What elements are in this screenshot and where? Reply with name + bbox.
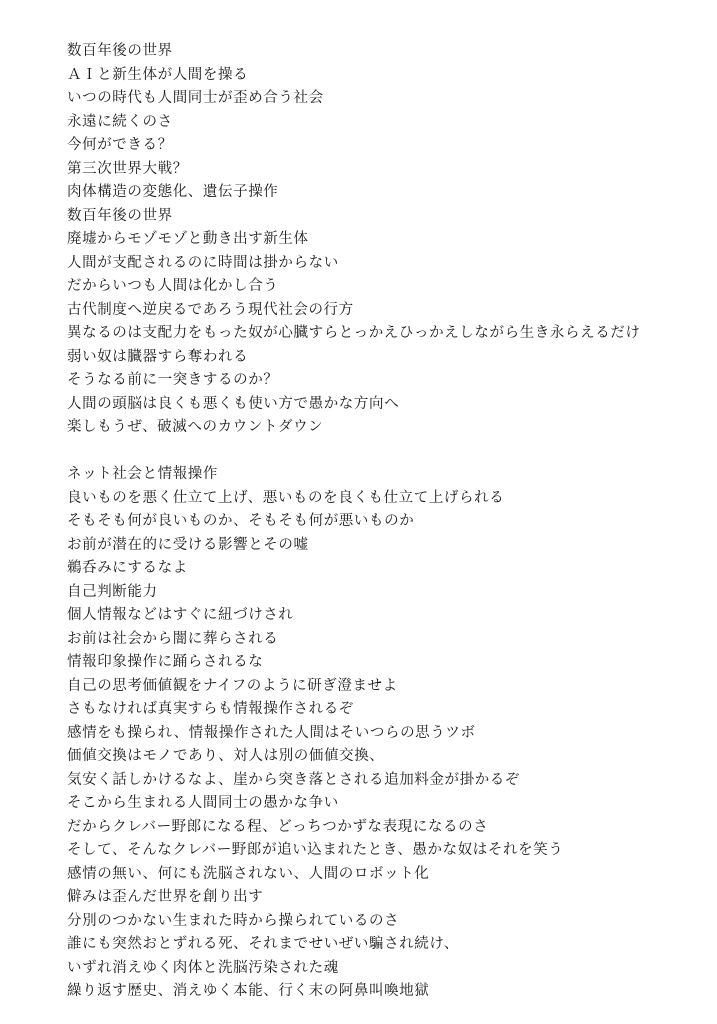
poem-line: 僻みは歪んだ世界を創り出す (67, 889, 264, 905)
poem-line: 異なるのは支配力をもった奴が心臓すらとっかえひっかえしながら生き永らえるだけ (67, 325, 641, 341)
poem-line: 今何ができる？ (67, 137, 173, 153)
poem-line: 人間が支配されるのに時間は掛からない (67, 254, 339, 271)
poem-line: いずれ消えゆく肉体と洗脳汚染された魂 (67, 959, 339, 976)
poem-line: 廃墟からモゾモゾと動き出す新生体 (67, 231, 309, 247)
poem-line: そうなる前に一突きするのか？ (67, 372, 279, 388)
poem-line: 感情の無い、何にも洗脳されない、人間のロボット化 (67, 865, 430, 882)
poem-line: 第三次世界大戦？ (67, 160, 188, 177)
poem-line: 価値交換はモノであり、対人は別の価値交換、 (67, 748, 385, 764)
poem-line: お前が潜在的に受ける影響とその嘘 (67, 536, 309, 553)
stanza-1 (67, 40, 707, 440)
poem-line: 自己の思考価値観をナイフのように研ぎ澄ませよ (67, 677, 398, 694)
poem-line: 自己判断能力 (67, 583, 158, 600)
poem-line: 永遠に続くのさ (67, 113, 173, 130)
poem-line: ネット社会と情報操作 (67, 466, 218, 482)
poem-line: 個人情報などはすぐに紐づけされ (67, 607, 294, 623)
poem-line: 情報印象操作に踊らされるな (67, 654, 264, 670)
poem-line: 楽しもうぜ、破滅へのカウントダウン (67, 419, 324, 435)
poem-line: だからクレバー野郎になる程、どっちつかずな表現になるのさ (67, 818, 489, 835)
poem-line: そして、そんなクレバー野郎が追い込まれたとき、愚かな奴はそれを笑う (67, 842, 564, 858)
poem-line: 感情をも操られ、情報操作された人間はそいつらの思うツボ (67, 724, 476, 741)
poem-line: 古代制度へ逆戻るであろう現代社会の行方 (67, 301, 354, 318)
poem-line: 肉体構造の変態化、遺伝子操作 (67, 184, 279, 200)
poem-line: 数百年後の世界 (67, 43, 173, 59)
poem-line: 気安く話しかけるなよ、崖から突き落とされる追加料金が掛かるぞ (67, 771, 520, 788)
poem-line: 良いものを悪く仕立て上げ、悪いものを良くも仕立て上げられる (67, 489, 505, 506)
stanza-2 (67, 463, 707, 1004)
poem-line: 鵜呑みにするなよ (67, 560, 188, 576)
poem-line: さもなければ真実すらも情報操作されるぞ (67, 701, 354, 717)
poem-line: お前は社会から闇に葬らされる (67, 630, 279, 647)
poem-line: いつの時代も人間同士が歪め合う社会 (67, 90, 324, 106)
poem-line: 弱い奴は臓器すら奪われる (67, 348, 249, 365)
poem-line: ＡＩと新生体が人間を操る (67, 66, 249, 83)
poem-line: だからいつも人間は化かし合う (67, 278, 279, 294)
poem-line: 分別のつかない生まれた時から操られているのさ (67, 912, 400, 929)
poem-line: 繰り返す歴史、消えゆく本能、行く末の阿鼻叫喚地獄 (67, 983, 430, 999)
poem-line: 人間の頭脳は良くも悪くも使い方で愚かな方向へ (67, 395, 400, 412)
poem-line: そこから生まれる人間同士の愚かな争い (67, 795, 339, 811)
poem-line: 誰にも突然おとずれる死、それまでせいぜい騙され続け、 (67, 936, 460, 952)
poem-line: 数百年後の世界 (67, 207, 173, 224)
poem-line: そもそも何が良いものか、そもそも何が悪いものか (67, 513, 415, 529)
